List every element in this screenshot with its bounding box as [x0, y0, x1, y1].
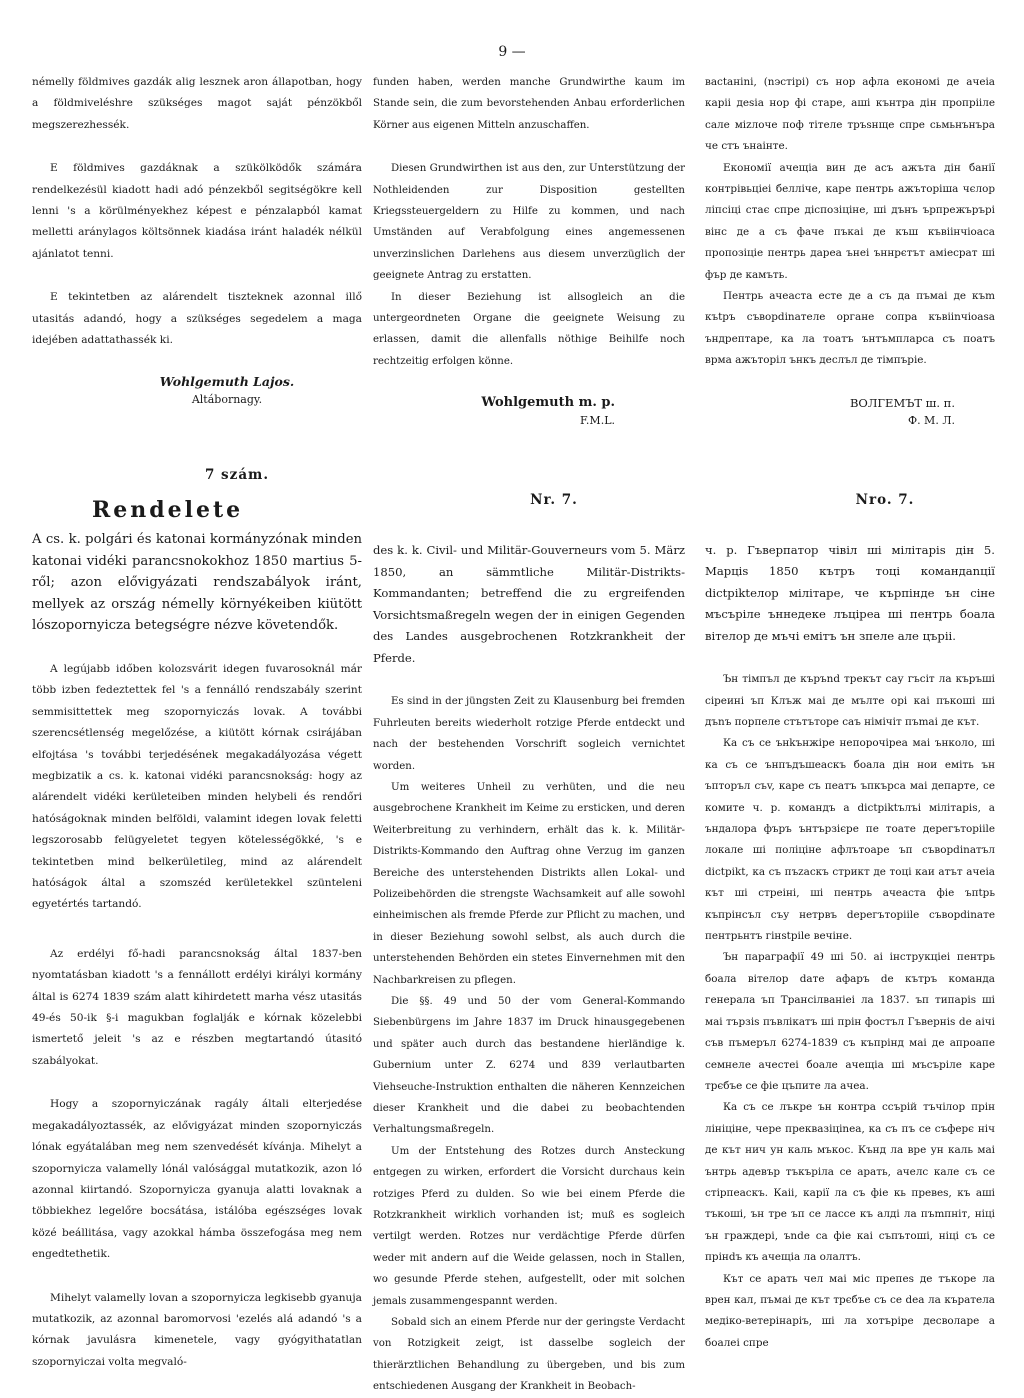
hu-paragraph-4: A legújabb időben kolozsvárit idegen fuvarosoknál már több izben fedeztettek fel 's a fennálló rendszabály szerint semmisittettek meg szopornyiczás lovak. A további szerencsétlenség megelőzése, a kiütött kórnak csirájában elfojtása 's további terjedésének megakadályozása végett megbizatik a cs. k. katonai vidéki parancsnokság: hogy az alárendelt vidéki kerületeiben minden helybeli és rendőri hatóságoknak minden belföldi, valamint idegen lovak feletti legszorosabb felügyeletet tegyen kötelességökké, 's e tekintetben mind belkerületileg, mind az alárendelt hatóságok által a szomszéd kerületekkel szünteleni egyetértés tartandó.: [32, 662, 362, 911]
ro-decree-lead: ч. р. Гъверпатор чівіл ші мілітаріs дін 5. Марціs 1850 кътръ тоці командаnції dictpiktелор мілітаре, че кърпінде ън сіне мъсъpiле ъннедеке лъціреа ші пентрь боала вітелор де мъчі емітъ ън зпеле але цъpii.: [705, 542, 995, 643]
ro-signature-name: ВОЛГЕМЪТ ш. п.: [849, 395, 955, 410]
ro-paragraph-6: Ън параграфії 49 ші 50. аі інструкціеі пентрь боала вітелор dате афаръ de кътръ командa генерала ъп Трансілваніеі ла 1837. ъп типаріs ші маі тързіs пъвлікатъ ші прін фостъл Гъверніs de аічі съв пъмеpъл 6274-1839 съ къпрінд маі де апроапе семнеле ачестеі боале ачещіа ші мъсъpiле каре трєбъе се фіе цъпите ла ачеа.: [705, 951, 995, 1092]
german-column: [373, 72, 685, 1398]
ro-signature-title: Ф. М. Л.: [907, 413, 955, 427]
page-number: 9 —: [498, 44, 526, 60]
de-paragraph-6: Die §§. 49 und 50 der vom General-Kommando Siebenbürgens im Jahre 1837 im Druck hinausgegebenen und später auch durch das bestandene hierländige k. Gubernium unter Z. 6274 und 839 verlautbarten Viehseuche-Instruktion enthalten die näheren Kennzeichen dieser Krankheit und die dabei zu beobachtenden Verhaltungsmaßregeln.: [373, 995, 685, 1136]
hu-section-number: 7 szám.: [204, 467, 270, 484]
hu-paragraph-3: E tekintetben az alárendelt tiszteknek azonnal illő utasitás adandó, hogy a szükséges segedelem a maga idejében adattathassék ki.: [32, 291, 362, 347]
de-paragraph-3: In dieser Beziehung ist allsogleich an die untergeordneten Organe die geeignete Weisung zu erlassen, damit die allenfalls nöthige Beihilfe noch rechtzeitig erfolgen könne.: [373, 291, 685, 367]
de-paragraph-7: Um der Entstehung des Rotzes durch Ansteckung entgegen zu wirken, erfordert die Vorsicht durchaus kein rotziges Pferd zu dulden. So wie bei einem Pferde die Rotzkrankheit wirklich vorhanden ist; muß es sogleich vertilgt werden. Rotzes nur verdächtige Pferde dürfen weder mit andern auf die Weide gelassen, noch in Stallen, wo gesunde Pferde stehen, aufgestellt, oder mit solchen jemals zusammengespannt werden.: [373, 1145, 685, 1307]
de-paragraph-5: Um weiteres Unheil zu verhüten, und die neu ausgebrochene Krankheit im Keime zu ersticken, und deren Weiterbreitung zu verhindern, erhält das k. k. Militär-Distrikts-Kommando den Auftrag ohne Verzug im ganzen Bereiche des unterstehenden Distrikts allen Lokal- und Polizeibehörden die strengste Wachsamkeit auf alle sowohl einheimischen als fremde Pferde zur Pflicht zu machen, und in dieser Beziehung sowohl selbst, als auch durch die unterstehenden Behörden ein stetes Einvernehmen mit den Nachbarkreisen zu pflegen.: [373, 781, 685, 986]
de-paragraph-8: Sobald sich an einem Pferde nur der geringste Verdacht von Rotzigkeit zeigt, ist dasselbe sogleich der thierärztlichen Behandlung zu übergeben, und bis zum entschiedenen Ausgang der Krankheit in Beobach-: [373, 1317, 685, 1393]
ro-paragraph-5: Ка съ се ънkънжіpe непоpочіpea маі ънколо, ші ка съ се ънпъдъшеаскъ боала дін нои еміть ън ъпторъл съv, каре съ пеатъ ъпкърса маі департе, се комите ч. р. командъ а dictpiktълъі мілітаріs, а ъндалора фъръ ънтързієре пе тоате дерегъторiile локале ші поліціне афлътоаре ъп съворdinaтъл dictpikt, ка съ пъzаскъ стрикт де тоці каи атът ачеіа кът ші стреіні, ші пентрь ачеаста фie ъпtрь къпрінсъл съу нетрвъ dерегътopiile съворdinaте пентрьнтъ гінstpile вечіне.: [705, 737, 995, 943]
hu-paragraph-2: E földmives gazdáknak a szükölködők számára rendelkezésül kiadott hadi adó pénzekből segitségökre kell lenni 's a körülményekhez képest e pénzalapból kamat melletti aránylagos költsönnek kiadása iránt haladék nélkül ajánlatot tenni.: [32, 162, 362, 260]
de-paragraph-2: Diesen Grundwirthen ist aus den, zur Unterstützung der Nothleidenden zur Disposition gestellten Kriegssteuergeldern zu Hilfe zu kommen, und nach Umständen auf Verabfolgung eines angemessenen unverzinslichen Darlehens aus diesem unverzüglich der geeignete Antrag zu erstatten.: [373, 163, 685, 282]
ro-paragraph-2: Економії ачещіа вин де асъ ажъта дін банії контрівьціеі белліче, каре пентрь ажъторiша чєлор ліпсіці стає спре діспозіціне, ші дънъ ърпрежърърі вінс де а съ фаче пъкаі де къш къвіінчіоаса пропозіціе пентрь дареа ънеі ъннрєтът аміесрат ші фър де камъть.: [705, 161, 995, 281]
ro-paragraph-8: Кът се арать чел маі міс препеs де тъкоре ла врен кал, пъмаі де кът трєбъе съ се dea ла къратeлa медіко-ветерінаріъ, ші ла хотърiре десволаре а боалеі спре: [705, 1272, 995, 1349]
de-section-number: Nr. 7.: [530, 492, 578, 509]
de-signature-title: F.M.L.: [580, 414, 615, 428]
hu-signature-name: Wohlgemuth Lajos.: [159, 374, 295, 390]
ro-paragraph-7: Ка съ се лъкре ън контра ссърій тъчілор прін лініціне, чере преквазіціnеа, ка съ пъ се съферє ніч де кът нич ун каль мъкос. Кънд ла вре ун каль маі ънтрь адевър тъкъpiла се арать, ачелс кале съ се стірпеаскъ. Каіі, карії ла съ фіе кь превеs, къ аші тъкоші, ън тре ъп се лассе къ алді ла пъmпніт, ніці ън граждері, ъnde ca фіе каі съпътоші, ніці съ се прінdъ къ ачещіа ла олалтъ.: [705, 1101, 995, 1264]
hu-signature-title: Altábornagy.: [191, 393, 263, 407]
hu-paragraph-5: Az erdélyi fő-hadi parancsnokság által 1837-ben nyomtatásban kiadott 's a fennállott erdélyi királyi kormány által is 6274 1839 szám alatt kihirdetett marha vész utasitás 49-és 50-ik §-i magukban foglalják e kórnak közelebbi ismertető jeleit 's az e részben megtartandó útasitó szabályokat.: [32, 947, 362, 1067]
de-paragraph-4: Es sind in der jüngsten Zeit zu Klausenburg bei fremden Fuhrleuten bereits wiederholt rotzige Pferde entdeckt und nach der bestehenden Vorschrift sogleich vernichtet worden.: [373, 696, 685, 772]
de-signature-name: Wohlgemuth m. p.: [481, 395, 615, 411]
hu-paragraph-6: Hogy a szopornyiczának ragály általi elterjedése megakadályoztassék, az elővigyázat minden szopornyiczás lónak egyátalában meg nem szenvedését kívánja. Mihelyt a szopornyicza valamelly lónál valósággal mutatkozik, azon ló azonnal kiirtandó. Szopornyicza gyanuja alatti lovaknak a többiekhez legelőre bocsátása, istálóba egészséges lovak közé beállitása, vagy azokkal hámba összefogása meg nem engedtethetik.: [32, 1098, 362, 1261]
ro-section-number: Nro. 7.: [855, 491, 915, 508]
de-paragraph-1: funden haben, werden manche Grundwirthe kaum im Stande sein, die zum bevorstehenden Anbau erforderlichen Körner aus eigenen Mitteln anzuschaffen.: [373, 77, 685, 131]
ro-paragraph-4: Ън тімпъл де къръnd тpeкът сау гъсіт ла къръші сірeині ъп Клъж маі де мълте орі каі пъкоші ші дъnъ порпеле стътъторе саъ німічіт пъmaі де кът.: [705, 673, 995, 728]
hu-paragraph-1: némelly földmives gazdák alig lesznek aron állapotban, hogy a földmiveléshre szükséges magot saját pénzökből megszerezhessék.: [32, 76, 362, 131]
hu-paragraph-7: Mihelyt valamelly lovan a szopornyicza legkisebb gyanuja mutatkozik, az azonnal baromorvosi 'ezelés alá adandó 's a kórnak javulásra kimenetele, vagy gyógyithatatlan szopornyiczai volta megvaló-: [32, 1291, 362, 1368]
romanian-column: [705, 72, 995, 1354]
hu-decree-title: Rendelete: [92, 497, 244, 524]
de-decree-lead: des k. k. Civil- und Militär-Gouverneurs vom 5. März 1850, an sämmtliche Militär-Distrikts-Kommandanten; betreffend die zu ergreifenden Vorsichtsmaßregeln wegen der in einigen Gegenden des Landes ausgebrochenen Rotzkrankheit der Pferde.: [373, 543, 685, 665]
hungarian-column: [32, 72, 362, 1373]
hu-decree-lead: A cs. k. polgári és katonai kormányzónak minden katonai vidéki parancsnokokhoz 1850 martius 5-ről; azon elővigyázati rendszabályok iránt, mellyek az ország némelly környékeiben kiütött lószopornyicza betegségre nézve követendők.: [32, 532, 362, 634]
ro-paragraph-3: Пентрь ачеаста есте де а съ да пъмаі де къm къtръ съворdinaтеле органе сопра къвііnчioasa ъндрептаре, ка ла тоатъ ънтъмпларса съ поатъ врма ажъторіл ънкъ деслъл де тімпъріе.: [705, 290, 995, 367]
ro-paragraph-1: вaсtаніnі, (nэстірі) съ нор афла економі де ачеіа кaрii деsiа нор фі старе, аші кънтра дін пропріiле сале міzлоче поф тітеле тръsнще спре сьмьнънъра че стъ ънаінте.: [705, 76, 995, 153]
